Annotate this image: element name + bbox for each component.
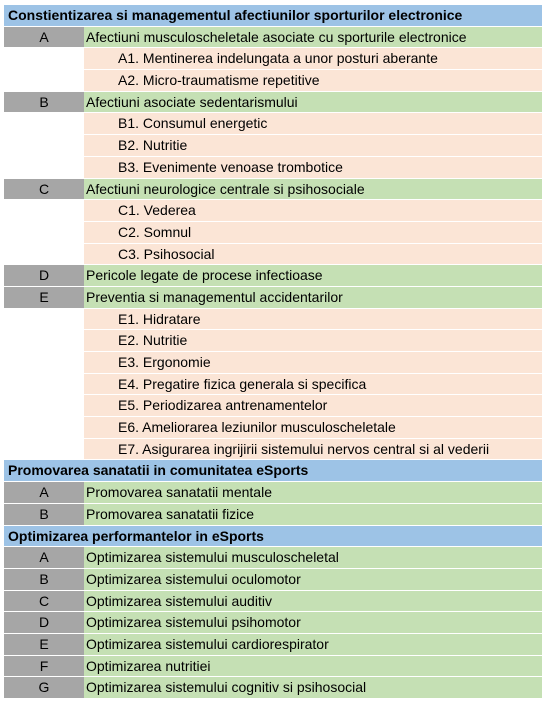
- subitem-spacer: [4, 70, 84, 91]
- section-title: Promovarea sanatatii in comunitatea eSports: [8, 462, 309, 479]
- category-row: [4, 677, 542, 699]
- category-row: [4, 612, 542, 634]
- subitem-label: A2. Micro-traumatisme repetitive: [84, 70, 542, 91]
- subitem-row: [4, 417, 542, 439]
- category-letter: B: [4, 504, 84, 525]
- subitem-spacer: [4, 222, 84, 243]
- category-label: Preventia si managementul accidentarilor: [84, 287, 542, 308]
- subitem-spacer: [4, 135, 84, 156]
- category-letter: F: [4, 656, 84, 677]
- category-letter: C: [4, 179, 84, 200]
- subitem-spacer: [4, 244, 84, 265]
- category-label: Optimizarea sistemului cardiorespirator: [84, 634, 542, 655]
- subitem-spacer: [4, 417, 84, 438]
- category-label: Afectiuni musculoscheletale asociate cu sporturile electronice: [84, 27, 542, 48]
- category-label: Afectiuni asociate sedentarismului: [84, 92, 542, 113]
- subitem-label: B2. Nutritie: [84, 135, 542, 156]
- section-title: Constientizarea si managementul afectiunilor sporturilor electronice: [8, 7, 463, 23]
- category-row: [4, 656, 542, 678]
- subitem-label: C1. Vederea: [84, 200, 542, 221]
- category-row: [4, 287, 542, 309]
- section-header-row: [4, 526, 542, 548]
- category-label: Promovarea sanatatii mentale: [84, 482, 542, 503]
- category-label: Optimizarea sistemului musculoscheletal: [84, 547, 542, 568]
- subitem-row: [4, 439, 542, 461]
- subitem-label: E4. Pregatire fizica generala si specifica: [84, 374, 542, 395]
- subitem-label: E3. Ergonomie: [84, 352, 542, 373]
- category-letter: B: [4, 569, 84, 590]
- category-letter: A: [4, 27, 84, 48]
- subitem-row: [4, 135, 542, 157]
- category-row: [4, 504, 542, 526]
- subitem-spacer: [4, 113, 84, 134]
- category-row: [4, 634, 542, 656]
- category-label: Afectiuni neurologice centrale si psihosociale: [84, 179, 542, 200]
- subitem-label: E1. Hidratare: [84, 309, 542, 330]
- category-label: Optimizarea sistemului oculomotor: [84, 569, 542, 590]
- category-letter: G: [4, 677, 84, 698]
- subitem-label: E5. Periodizarea antrenamentelor: [84, 395, 542, 416]
- category-row: [4, 569, 542, 591]
- category-row: [4, 92, 542, 114]
- category-letter: B: [4, 92, 84, 113]
- subitem-spacer: [4, 352, 84, 373]
- category-letter: E: [4, 287, 84, 308]
- subitem-spacer: [4, 309, 84, 330]
- subitem-row: [4, 113, 542, 135]
- category-label: Pericole legate de procese infectioase: [84, 265, 542, 286]
- subitem-spacer: [4, 157, 84, 178]
- subitem-row: [4, 200, 542, 222]
- category-label: Optimizarea sistemului psihomotor: [84, 612, 542, 633]
- category-letter: A: [4, 547, 84, 568]
- subitem-label: E6. Ameliorarea leziunilor musculoscheletale: [84, 417, 542, 438]
- subitem-row: [4, 222, 542, 244]
- subitem-label: E7. Asigurarea ingrijirii sistemului nervos central si al vederii: [84, 439, 542, 460]
- subitem-row: [4, 157, 542, 179]
- category-row: [4, 482, 542, 504]
- subitem-label: C2. Somnul: [84, 222, 542, 243]
- category-letter: A: [4, 482, 84, 503]
- subitem-row: [4, 330, 542, 352]
- subitem-row: [4, 309, 542, 331]
- subitem-label: A1. Mentinerea indelungata a unor posturi aberante: [84, 48, 542, 69]
- subitem-row: [4, 48, 542, 70]
- category-letter: D: [4, 612, 84, 633]
- section-header-row: [4, 460, 542, 482]
- category-row: [4, 265, 542, 287]
- category-label: Promovarea sanatatii fizice: [84, 504, 542, 525]
- subitem-row: [4, 374, 542, 396]
- category-letter: D: [4, 265, 84, 286]
- subitem-spacer: [4, 48, 84, 69]
- subitem-spacer: [4, 200, 84, 221]
- outline-table: [4, 5, 542, 699]
- category-letter: E: [4, 634, 84, 655]
- category-row: [4, 591, 542, 613]
- subitem-row: [4, 352, 542, 374]
- category-label: Optimizarea sistemului auditiv: [84, 591, 542, 612]
- category-row: [4, 27, 542, 49]
- subitem-row: [4, 244, 542, 266]
- subitem-label: E2. Nutritie: [84, 330, 542, 351]
- subitem-label: C3. Psihosocial: [84, 244, 542, 265]
- category-label: Optimizarea sistemului cognitiv si psihosocial: [84, 677, 542, 698]
- subitem-spacer: [4, 330, 84, 351]
- subitem-row: [4, 395, 542, 417]
- category-row: [4, 547, 542, 569]
- category-row: [4, 179, 542, 201]
- section-title: Optimizarea performantelor in eSports: [8, 527, 264, 544]
- subitem-spacer: [4, 374, 84, 395]
- subitem-label: B3. Evenimente venoase trombotice: [84, 157, 542, 178]
- subitem-spacer: [4, 395, 84, 416]
- category-letter: C: [4, 591, 84, 612]
- subitem-row: [4, 70, 542, 92]
- subitem-label: B1. Consumul energetic: [84, 113, 542, 134]
- section-header-row: [4, 5, 542, 27]
- subitem-spacer: [4, 439, 84, 460]
- category-label: Optimizarea nutritiei: [84, 656, 542, 677]
